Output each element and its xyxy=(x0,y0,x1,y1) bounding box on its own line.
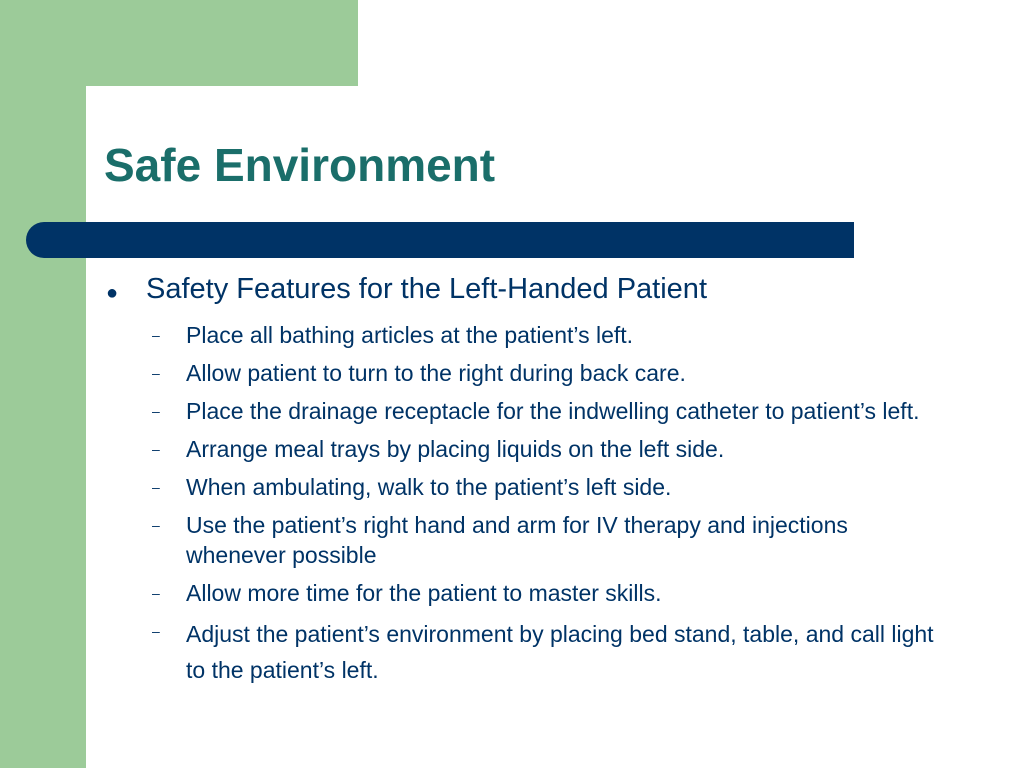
dash-icon: – xyxy=(152,517,160,533)
sub-point-list xyxy=(104,320,964,688)
dash-icon: – xyxy=(152,479,160,495)
sub-point xyxy=(104,434,964,464)
dash-icon: – xyxy=(152,623,160,639)
dash-icon: – xyxy=(152,403,160,419)
title-divider-bar xyxy=(26,222,854,258)
dash-icon: – xyxy=(152,441,160,457)
sub-point-text: Place all bathing articles at the patient’s left. xyxy=(186,322,634,348)
sub-point-text: Use the patient’s right hand and arm for IV therapy and injections whenever possible xyxy=(186,512,848,568)
sub-point-text: Arrange meal trays by placing liquids on the left side. xyxy=(186,436,725,462)
main-bullet-point xyxy=(104,272,964,314)
sub-point xyxy=(104,396,964,426)
main-point-text: Safety Features for the Left-Handed Patient xyxy=(146,273,707,305)
dash-icon: – xyxy=(152,585,160,601)
sub-point-text: Adjust the patient’s environment by placing bed stand, table, and call light to the patient’s left. xyxy=(186,621,934,683)
sub-point-text: Allow more time for the patient to master skills. xyxy=(186,580,662,606)
sub-point xyxy=(104,578,964,608)
slide-body xyxy=(104,272,964,696)
sub-point-text: Place the drainage receptacle for the indwelling catheter to patient’s left. xyxy=(186,398,920,424)
slide-title: Safe Environment xyxy=(104,139,496,191)
decorative-green-strip xyxy=(0,0,86,768)
dash-icon: – xyxy=(152,327,160,343)
sub-point xyxy=(104,320,964,350)
sub-point xyxy=(104,358,964,388)
sub-point-text: Allow patient to turn to the right during back care. xyxy=(186,360,686,386)
dash-icon: – xyxy=(152,365,160,381)
bullet-icon: ● xyxy=(106,282,119,304)
sub-point xyxy=(104,616,964,688)
sub-point xyxy=(104,510,964,570)
sub-point-text: When ambulating, walk to the patient’s left side. xyxy=(186,474,672,500)
sub-point xyxy=(104,472,964,502)
